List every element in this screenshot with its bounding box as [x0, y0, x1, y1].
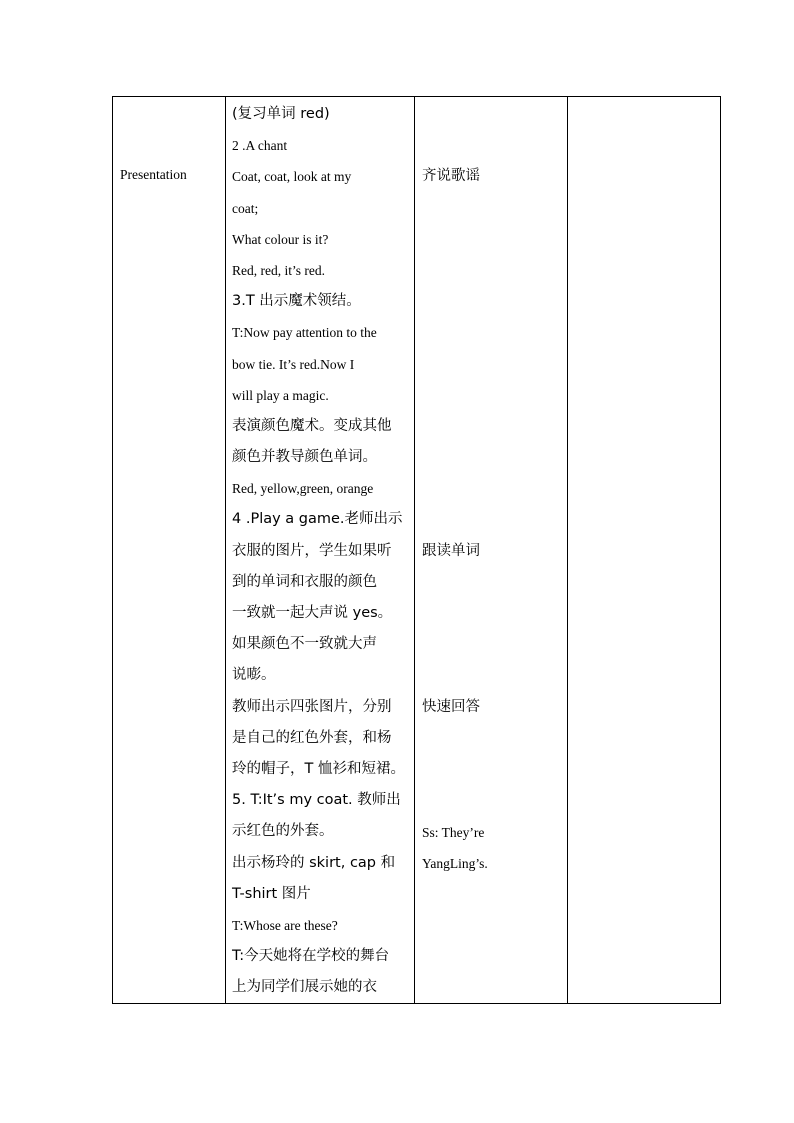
student-activity-item: 齐说歌谣	[422, 168, 480, 185]
student-activity-item: 快速回答	[422, 698, 480, 715]
teacher-line: 3.T 出示魔术领结。	[232, 293, 361, 310]
student-activity-cell	[415, 97, 568, 1004]
teacher-line: bow tie. It’s red.Now I	[232, 356, 355, 372]
table-row	[113, 97, 721, 1004]
teacher-line: coat;	[232, 200, 259, 216]
teacher-line: T-shirt 图片	[232, 885, 311, 902]
teacher-line: T:Now pay attention to the	[232, 325, 377, 341]
teacher-line: 玲的帽子，T 恤衫和短裙。	[232, 760, 405, 777]
teacher-line: 出示杨玲的 skirt, cap 和	[232, 854, 396, 871]
teacher-line: 上为同学们展示她的衣	[232, 979, 377, 996]
teacher-line: T:今天她将在学校的舞台	[232, 948, 390, 965]
student-activity-item: Ss: They’re	[422, 824, 485, 840]
teacher-line: T:Whose are these?	[232, 917, 338, 933]
teacher-line: 一致就一起大声说 yes。	[232, 605, 393, 621]
student-activity-item: 跟读单词	[422, 542, 480, 559]
teacher-line: 到的单词和衣服的颜色	[232, 573, 377, 590]
teacher-line: What colour is it?	[232, 231, 329, 247]
teacher-line: 2 .A chant	[232, 138, 288, 154]
teacher-line: Red, yellow,green, orange	[232, 481, 374, 497]
teacher-line: 教师出示四张图片，分别	[232, 698, 392, 715]
teacher-line: Red, red, it’s red.	[232, 262, 325, 278]
teacher-line: 5. T:It’s my coat. 教师出	[232, 792, 401, 809]
teacher-line: 颜色并教导颜色单词。	[232, 449, 377, 466]
stage-label: Presentation	[120, 167, 187, 182]
teacher-line: 示红色的外套。	[232, 823, 334, 840]
teacher-line: Coat, coat, look at my	[232, 169, 352, 185]
teacher-line: 如果颜色不一致就大声	[232, 636, 377, 653]
teacher-line: 表演颜色魔术。变成其他	[232, 417, 392, 434]
notes-cell	[568, 97, 721, 1004]
teacher-activity-text	[226, 97, 414, 1003]
teacher-line: will play a magic.	[232, 387, 329, 403]
teacher-activity-cell	[226, 97, 415, 1004]
teacher-line: 衣服的图片，学生如果听	[232, 542, 392, 559]
teacher-line: (复习单词 red)	[232, 106, 330, 122]
teacher-line: 是自己的红色外套，和杨	[232, 729, 392, 746]
lesson-plan-table	[112, 96, 721, 1004]
student-activity-item: YangLing’s.	[422, 855, 488, 871]
teacher-line: 说嘭。	[232, 667, 276, 684]
teacher-line: 4 .Play a game.老师出示	[232, 511, 403, 528]
stage-cell	[113, 97, 226, 1004]
